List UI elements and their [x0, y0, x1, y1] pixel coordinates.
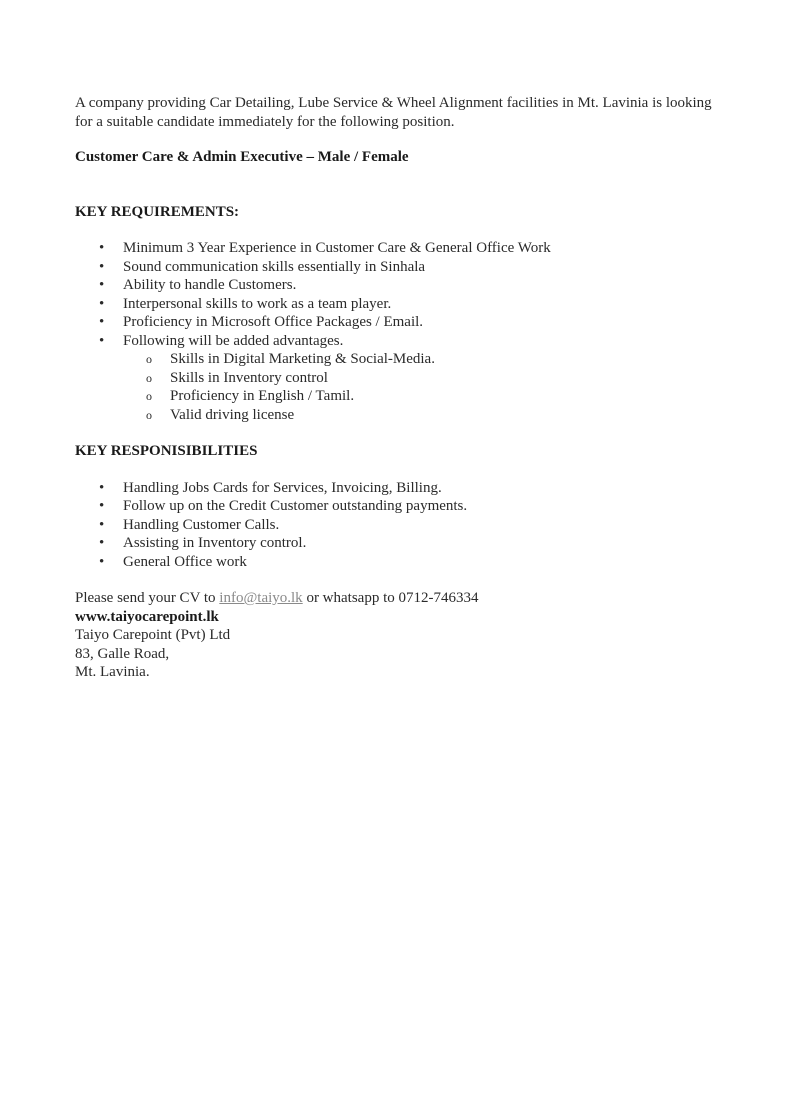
list-item: • Follow up on the Credit Customer outstanding payments.: [99, 498, 468, 514]
circle-bullet-icon: o: [146, 389, 152, 403]
list-item: • Handling Jobs Cards for Services, Invoicing, Billing.: [99, 479, 442, 496]
address-line-1: 83, Galle Road,: [75, 645, 170, 662]
requirements-list: [75, 239, 715, 424]
sub-list-item: o Valid driving license: [146, 406, 295, 423]
circle-bullet-icon: o: [146, 352, 152, 366]
list-item: • Handling Customer Calls.: [99, 516, 280, 533]
bullet-icon: •: [99, 240, 105, 256]
circle-bullet-icon: o: [146, 370, 152, 385]
bullet-icon: •: [99, 498, 105, 514]
list-item: • Ability to handle Customers.: [99, 277, 297, 293]
bullet-icon: •: [99, 332, 105, 349]
requirements-heading: KEY REQUIREMENTS:: [75, 203, 240, 220]
bullet-icon: •: [99, 277, 105, 293]
list-item: • Sound communication skills essentially in Sinhala: [99, 258, 426, 275]
bullet-icon: •: [99, 516, 105, 533]
list-item: • Assisting in Inventory control.: [99, 535, 307, 551]
list-item: • Following will be added advantages. o Skills in Digital Marketing & Social-Media. o Skills in Inventory control o Proficiency in English / Tamil. o Valid driving license: [75, 332, 715, 425]
responsibilities-heading: KEY RESPONISIBILITIES: [75, 443, 258, 459]
sub-list-item: o Proficiency in English / Tamil.: [146, 388, 355, 404]
list-item: • Interpersonal skills to work as a team player.: [99, 295, 392, 312]
bullet-icon: •: [99, 295, 105, 312]
bullet-icon: •: [99, 314, 105, 330]
cv-instruction: Please send your CV to info@taiyo.lk or whatsapp to 0712-746334: [75, 590, 479, 606]
email-link[interactable]: info@taiyo.lk: [219, 590, 303, 606]
list-item: • Minimum 3 Year Experience in Customer Care & General Office Work: [99, 240, 551, 256]
bullet-icon: •: [99, 535, 105, 551]
sub-list-item: o Skills in Digital Marketing & Social-Media.: [146, 351, 435, 367]
bullet-icon: •: [99, 258, 105, 275]
advantages-sublist: [123, 350, 715, 424]
sub-list-item: o Skills in Inventory control: [146, 369, 328, 386]
bullet-icon: •: [99, 553, 105, 570]
website-text: www.taiyocarepoint.lk: [75, 608, 219, 625]
bullet-icon: •: [99, 479, 105, 496]
job-advert-document: [75, 94, 715, 682]
contact-block: [75, 589, 715, 682]
position-title: Customer Care & Admin Executive – Male / Female: [75, 149, 409, 165]
intro-paragraph: A company providing Car Detailing, Lube Service & Wheel Alignment facilities in Mt. Lavinia is looking for a suitable candidate immediately for the following position.: [75, 95, 712, 130]
circle-bullet-icon: o: [146, 407, 152, 422]
responsibilities-list: [75, 479, 715, 572]
address-line-2: Mt. Lavinia.: [75, 664, 150, 680]
list-item: • General Office work: [99, 553, 247, 570]
company-name: Taiyo Carepoint (Pvt) Ltd: [75, 627, 231, 643]
list-item: • Proficiency in Microsoft Office Packages / Email.: [99, 314, 424, 330]
